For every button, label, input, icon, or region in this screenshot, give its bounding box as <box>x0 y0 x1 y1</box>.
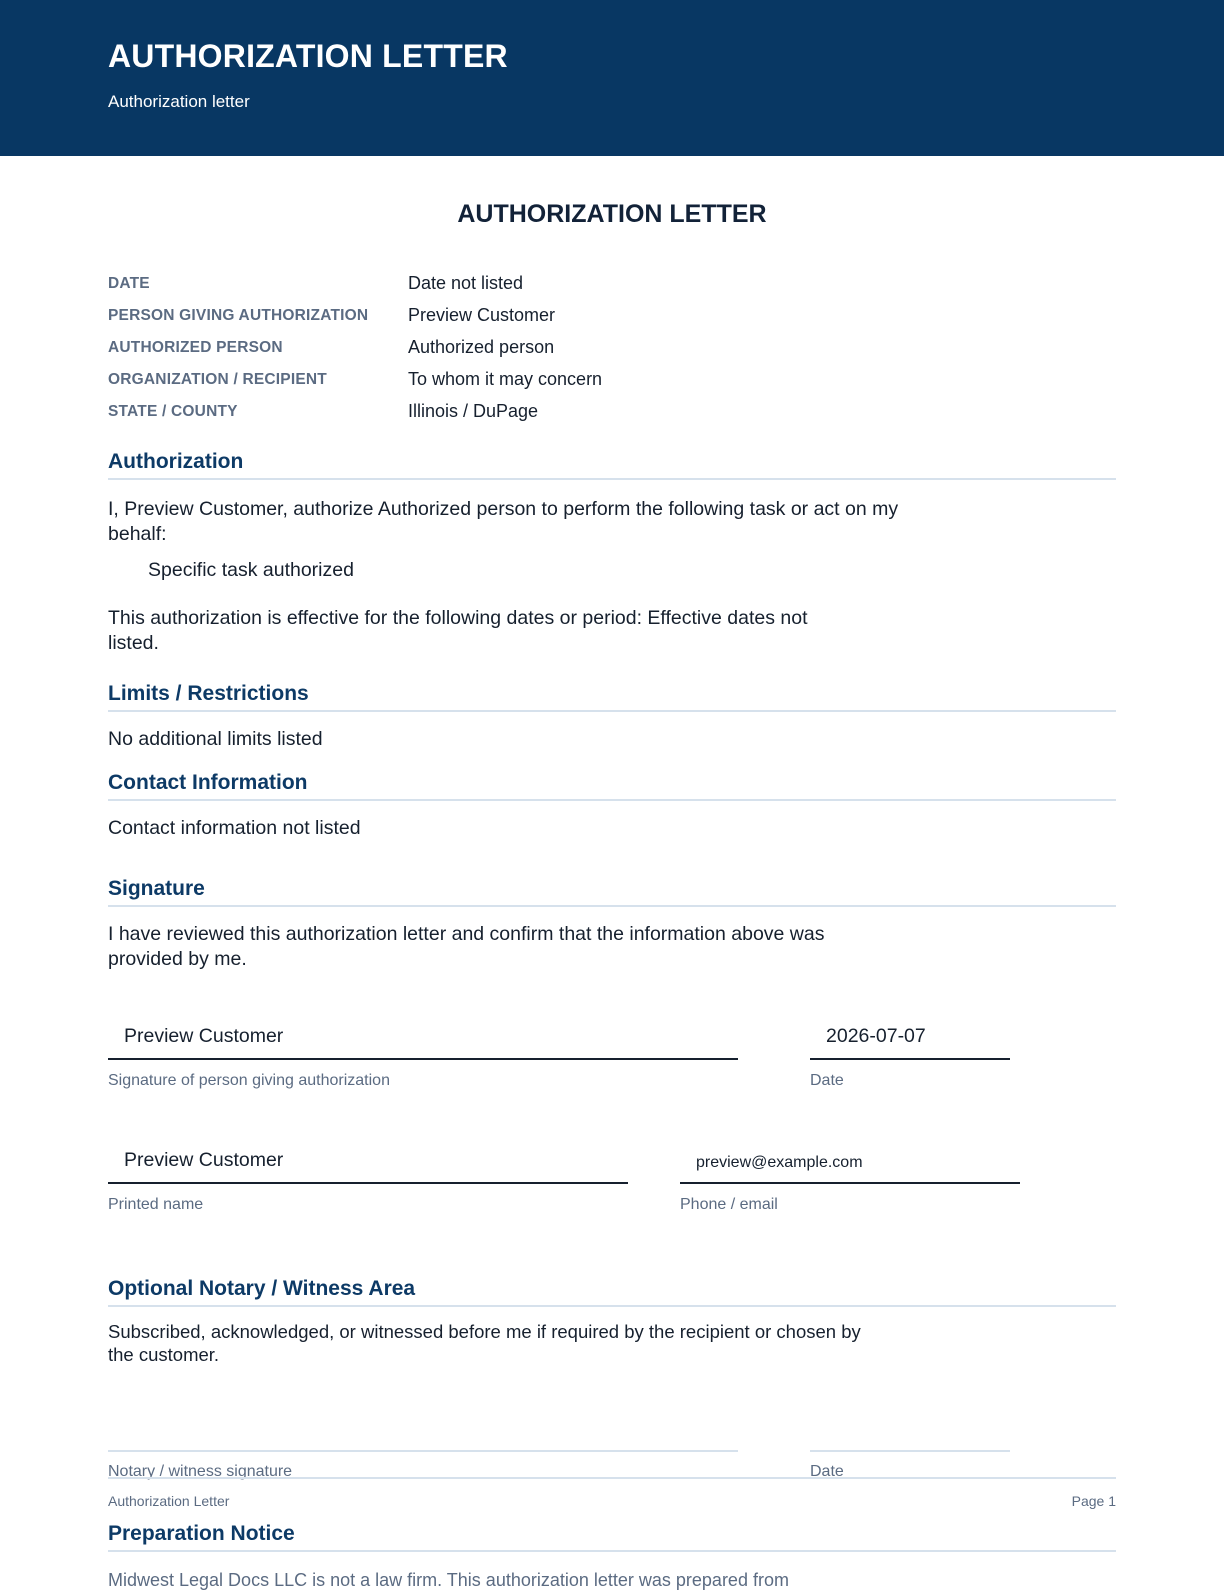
signature-statement: I have reviewed this authorization letter and confirm that the information above was provided by me. <box>108 923 825 970</box>
notary-date-caption: Date <box>810 1463 844 1480</box>
field-label-date: DATE <box>108 275 150 292</box>
phone-email-value: preview@example.com <box>696 1154 863 1171</box>
field-label-recipient: ORGANIZATION / RECIPIENT <box>108 371 327 388</box>
signature-date-line <box>810 1058 1010 1060</box>
authorization-period: This authorization is effective for the following dates or period: Effective dates not listed. <box>108 607 808 654</box>
preparation-heading: Preparation Notice <box>108 1522 1116 1552</box>
field-label-state-county: STATE / COUNTY <box>108 403 238 420</box>
header-title: AUTHORIZATION LETTER <box>108 38 508 74</box>
field-value-grantor: Preview Customer <box>408 305 556 325</box>
footer-divider <box>108 1477 1116 1479</box>
notary-statement: Subscribed, acknowledged, or witnessed before me if required by the recipient or chosen by the customer. <box>108 1321 861 1365</box>
phone-email-caption: Phone / email <box>680 1196 778 1213</box>
preparation-text: Midwest Legal Docs LLC is not a law firm. This authorization letter was prepared from <box>108 1570 789 1590</box>
contact-text: Contact information not listed <box>108 817 361 839</box>
header-banner <box>0 0 1224 156</box>
contact-heading: Contact Information <box>108 771 1116 801</box>
field-value-authorized-person: Authorized person <box>408 337 555 357</box>
footer-document-name: Authorization Letter <box>108 1493 230 1509</box>
limits-heading: Limits / Restrictions <box>108 682 1116 712</box>
signature-date-value: 2026-07-07 <box>826 1025 926 1047</box>
signature-value: Preview Customer <box>124 1025 284 1047</box>
field-label-authorized-person: AUTHORIZED PERSON <box>108 339 283 356</box>
authorized-task: Specific task authorized <box>148 559 354 581</box>
printed-name-caption: Printed name <box>108 1196 204 1213</box>
document-title: AUTHORIZATION LETTER <box>457 200 767 228</box>
limits-text: No additional limits listed <box>108 728 323 750</box>
field-value-recipient: To whom it may concern <box>408 369 603 389</box>
signature-line <box>108 1058 738 1060</box>
signature-caption: Signature of person giving authorization <box>108 1072 390 1089</box>
notary-date-line <box>810 1450 1010 1452</box>
field-value-date: Date not listed <box>408 273 524 293</box>
header-subtitle: Authorization letter <box>108 92 250 111</box>
notary-signature-line <box>108 1450 738 1452</box>
signature-heading: Signature <box>108 877 1116 907</box>
field-label-grantor: PERSON GIVING AUTHORIZATION <box>108 307 369 324</box>
notary-heading: Optional Notary / Witness Area <box>108 1277 1116 1307</box>
signature-date-caption: Date <box>810 1072 844 1089</box>
authorization-heading: Authorization <box>108 450 1116 480</box>
page-number: Page 1 <box>1071 1493 1116 1509</box>
notary-signature-caption: Notary / witness signature <box>108 1463 293 1480</box>
field-value-state-county: Illinois / DuPage <box>408 401 539 421</box>
authorization-statement: I, Preview Customer, authorize Authorized person to perform the following task or act on my behalf: <box>108 498 899 545</box>
printed-name-line <box>108 1182 628 1184</box>
phone-email-line <box>680 1182 1020 1184</box>
printed-name-value: Preview Customer <box>124 1149 284 1171</box>
